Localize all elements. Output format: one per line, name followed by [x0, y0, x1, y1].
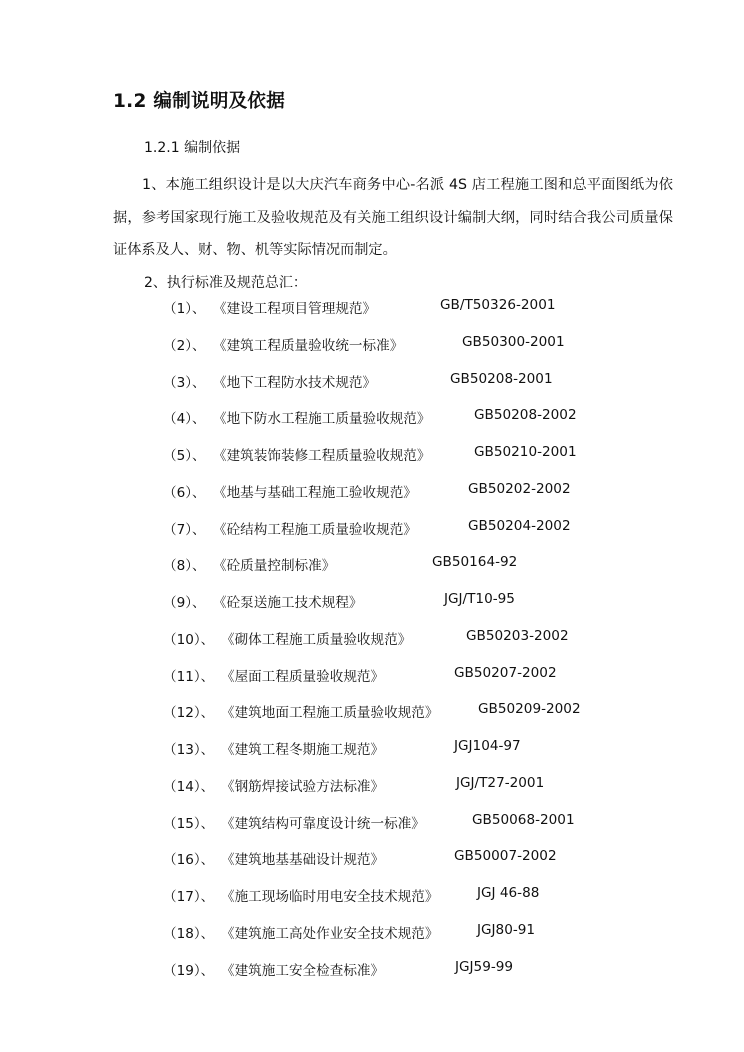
standard-code: GB50208-2002	[474, 407, 577, 424]
standard-name: 《屋面工程质量验收规范》	[221, 668, 385, 685]
standard-index: （1）、	[163, 301, 206, 317]
standard-code: JGJ104-97	[454, 738, 521, 754]
standard-code: JGJ/T27-2001	[456, 774, 545, 791]
standard-name: 《建设工程项目管理规范》	[213, 301, 377, 317]
basis-paragraph: 1、本施工组织设计是以大庆汽车商务中心-名派 4S 店工程施工图和总平面图纸为依据，参考国家现行施工及验收规范及有关施工组织设计编制大纲，同时结合我公司质量保证体系及人、财、物、机等实际情况而制定。	[113, 177, 673, 258]
standard-code: JGJ/T10-95	[444, 591, 515, 607]
standard-code: GB50203-2002	[466, 627, 569, 644]
standard-name: 《建筑工程冬期施工规范》	[221, 742, 385, 758]
subsection-heading: 1.2.1 编制依据	[144, 140, 241, 156]
standard-name: 《砼泵送施工技术规程》	[213, 595, 363, 611]
standard-code: GB50164-92	[432, 554, 518, 571]
standard-code: GB50202-2002	[468, 480, 571, 497]
standard-name: 《建筑施工高处作业安全技术规范》	[221, 925, 439, 942]
standard-name: 《钢筋焊接试验方法标准》	[221, 778, 385, 795]
standard-name: 《建筑结构可靠度设计统一标准》	[221, 815, 425, 832]
standard-name: 《建筑工程质量验收统一标准》	[213, 337, 404, 354]
standard-code: GB50204-2002	[468, 517, 571, 534]
standard-code: JGJ 46-88	[477, 885, 540, 901]
standard-index: （18）、	[163, 925, 215, 942]
standard-index: （17）、	[163, 889, 215, 905]
standard-index: （11）、	[163, 668, 215, 685]
standard-name: 《地基与基础工程施工验收规范》	[213, 484, 417, 501]
standard-code: GB50209-2002	[478, 701, 581, 718]
standard-name: 《建筑装饰装修工程质量验收规范》	[213, 448, 431, 464]
standard-name: 《地下防水工程施工质量验收规范》	[213, 411, 431, 428]
standard-index: （6）、	[163, 484, 206, 501]
standard-index: （2）、	[163, 337, 206, 354]
standard-name: 《建筑施工安全检查标准》	[221, 962, 385, 979]
standard-code: GB/T50326-2001	[440, 297, 556, 313]
standard-index: （15）、	[163, 815, 215, 832]
standards-list-title: 2、执行标准及规范总汇：	[144, 275, 307, 291]
standard-code: JGJ80-91	[477, 921, 536, 938]
standard-code: GB50068-2001	[472, 811, 575, 828]
standard-index: （19）、	[163, 962, 215, 979]
standard-index: （7）、	[163, 521, 206, 538]
standard-code: GB50208-2001	[450, 370, 553, 387]
standard-code: GB50007-2002	[454, 848, 557, 865]
section-heading: 1.2 编制说明及依据	[113, 91, 286, 112]
standard-index: （16）、	[163, 852, 215, 869]
standard-name: 《砌体工程施工质量验收规范》	[221, 631, 412, 648]
standard-name: 《地下工程防水技术规范》	[213, 374, 377, 391]
standard-name: 《建筑地基基础设计规范》	[221, 852, 385, 869]
standard-index: （12）、	[163, 705, 215, 722]
standard-name: 《建筑地面工程施工质量验收规范》	[221, 705, 439, 722]
standard-index: （8）、	[163, 558, 206, 575]
standard-index: （9）、	[163, 595, 206, 611]
standard-index: （3）、	[163, 374, 206, 391]
standard-name: 《砼结构工程施工质量验收规范》	[213, 521, 417, 538]
standard-index: （4）、	[163, 411, 206, 428]
standard-code: GB50210-2001	[474, 444, 577, 460]
standard-code: GB50207-2002	[454, 664, 557, 681]
standard-code: JGJ59-99	[455, 958, 514, 975]
standard-index: （5）、	[163, 448, 206, 464]
standard-index: （14）、	[163, 778, 215, 795]
standard-name: 《施工现场临时用电安全技术规范》	[221, 889, 439, 905]
standard-index: （13）、	[163, 742, 215, 758]
standard-code: GB50300-2001	[462, 333, 565, 350]
standard-name: 《砼质量控制标准》	[213, 558, 336, 575]
standard-index: （10）、	[163, 631, 215, 648]
